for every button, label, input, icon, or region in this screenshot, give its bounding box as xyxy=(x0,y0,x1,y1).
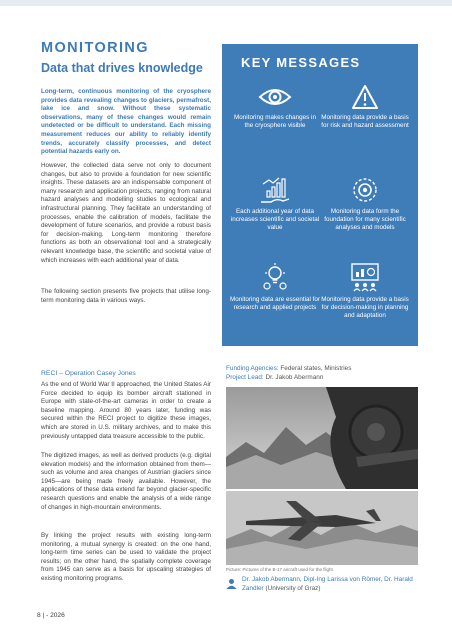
project-lead-label: Project Lead: xyxy=(226,374,264,381)
key-message xyxy=(320,262,410,319)
key-message-text: Monitoring makes changes in the cryosphere visible xyxy=(234,114,316,129)
key-message-text: Monitoring data provide a basis for risk and hazard assessment xyxy=(321,114,409,129)
project-paragraph: By linking the project results with existing long-term monitoring, a mutual synergy is created: on the one hand, long-term time series can be used to validate the project results; on the other hand, the spatially complete coverage from 1945 can serve as a basis for upscaling strategies of existing monitoring programs. xyxy=(41,532,211,582)
author-icon xyxy=(226,578,237,589)
key-messages-title: KEY MESSAGES xyxy=(241,55,361,70)
top-band xyxy=(0,0,452,6)
key-message-text: Monitoring data are essential for research and applied projects xyxy=(230,296,320,311)
project-paragraph: As the end of World War II approached, the United States Air Force decided to equip its bomber aircraft stationed in Europe with state-of-the-art cameras in order to create a baseline mapping. Around 80 years later, funding was secured within the RECI project to digitize these images, which are stored in U.S. military archives, and to make this previously untapped data treasure accessible to the public. xyxy=(41,381,211,440)
authors-affiliation: (University of Graz) xyxy=(265,584,321,592)
funding-line xyxy=(226,365,351,373)
data-gear-icon xyxy=(351,176,379,204)
key-message xyxy=(230,262,320,312)
body-paragraph: The following section presents five projects that utilise long-term monitoring data in various ways. xyxy=(41,288,211,304)
presentation-icon xyxy=(349,262,381,292)
page-footer: 8 | - 2026 xyxy=(37,612,65,619)
section-subheading: Data that drives knowledge xyxy=(41,61,203,75)
key-message xyxy=(230,176,320,231)
lead-paragraph: Long-term, continuous monitoring of the cryosphere provides data revealing changes to glaciers, permafrost, lake ice and snow. Without these systematic observations, many of these changes would remain undetected or be difficult to understand. Each missing measurement reduces our ability to reliably identify trends, accurately classify processes, and detect potential hazards early on. xyxy=(41,88,211,156)
key-messages-box xyxy=(222,44,418,346)
eye-icon xyxy=(258,84,292,110)
key-message xyxy=(230,84,320,130)
warning-icon xyxy=(351,84,379,110)
project-lead-line xyxy=(226,374,323,382)
funding-value: Federal states, Ministries xyxy=(280,365,352,372)
project-title: RECI – Operation Casey Jones xyxy=(41,370,136,377)
authors-names: Dr. Jakob Abermann, Dipl-Ing Larissa von Römer, Dr. Harald Zandler xyxy=(242,576,413,592)
key-message-text: Monitoring data form the foundation for many scientific analyses and models xyxy=(324,208,406,231)
key-message-text: Each additional year of data increases scientific and societal value xyxy=(230,208,320,231)
key-message-text: Monitoring data provide a basis for decision-making in planning and adaptation xyxy=(321,296,409,319)
funding-label: Funding Agencies: xyxy=(226,365,279,372)
key-message xyxy=(320,84,410,130)
aircraft-cockpit-photo xyxy=(226,387,418,489)
project-paragraph: The digitized images, as well as derived products (e.g. digital elevation models) and the information obtained from them—such as volume and area changes of Austrian glaciers since 1945—are being made freely available. However, the applications of these data extend far beyond glacier-specific research questions and enable the analysis of a wide range of changes in high-mountain environments. xyxy=(41,452,211,511)
authors-block xyxy=(242,576,422,593)
project-lead-value: Dr. Jakob Abermann xyxy=(265,374,324,381)
section-heading: MONITORING xyxy=(41,40,149,56)
research-bulb-icon xyxy=(260,262,290,292)
aircraft-flight-photo xyxy=(226,491,418,565)
key-message xyxy=(320,176,410,231)
body-paragraph: However, the collected data serve not only to document changes, but also to provide a foundation for new scientific insights. These datasets are an indispensable component of many research and application projects, ranging from natural hazard analyses and modelling studies to ecological and infrastructural planning. They facilitate an understanding of processes, enable the calibration of models, facilitate the development of future scenarios, and provide a robust basis for decision-making. Long-term monitoring therefore functions as both an observational tool and a strategically relevant knowledge base, the scientific and societal value of which increases with each additional year of data. xyxy=(41,162,211,264)
photo-caption: Picture: Pictures of the B-17 aircraft used for the flight. xyxy=(226,567,335,572)
growth-chart-hand-icon xyxy=(259,176,291,204)
